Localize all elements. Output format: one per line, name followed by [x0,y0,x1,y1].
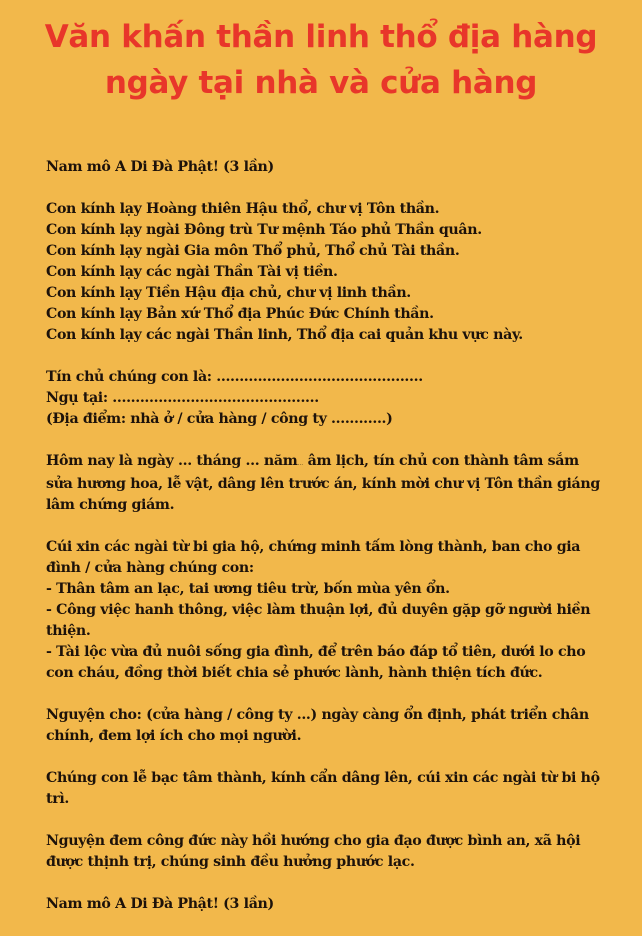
prayer-body [46,157,606,936]
document-title [0,14,642,106]
blessing-item: - Thân tâm an lạc, tai ương tiêu trừ, bốn mùa yên ổn. [46,581,450,597]
invocation-line: Con kính lạy Hoàng thiên Hậu thổ, chư vị Tôn thần. [46,201,440,217]
blessing-item: - Công việc hanh thông, việc làm thuận lợi, đủ duyên gặp gỡ người hiền thiện. [46,602,591,639]
date-paragraph [46,451,606,516]
identity-block [46,367,606,430]
blessings-block [46,537,606,684]
title-line-2: ngày tại nhà và cửa hàng [104,65,538,101]
title-line-1: Văn khấn thần linh thổ địa hàng [44,19,598,55]
devotee-name-line: Tín chủ chúng con là: ............................................. [46,369,423,385]
opening-chant: Nam mô A Di Đà Phật! (3 lần) [46,159,274,175]
closing-chant: Nam mô A Di Đà Phật! (3 lần) [46,896,274,912]
location-type-line: (Địa điểm: nhà ở / cửa hàng / công ty ............) [46,411,393,427]
watermark-text: ... [297,459,304,467]
dedication-paragraph: Nguyện đem công đức này hồi hướng cho gia đạo được bình an, xã hội được thịnh trị, chúng sinh đều hưởng phước lạc. [46,833,581,870]
date-text-rest: âm lịch, tín chủ con thành tâm sắm sửa hương hoa, lễ vật, dâng lên trước án, kính mời chư vị Tôn thần giáng lâm chứng giám. [46,453,600,513]
invocation-line: Con kính lạy ngài Gia môn Thổ phủ, Thổ chủ Tài thần. [46,243,460,259]
address-line: Ngụ tại: ............................................. [46,390,319,406]
invocation-line: Con kính lạy Bản xứ Thổ địa Phúc Đức Chính thần. [46,306,434,322]
invocation-line: Con kính lạy các ngài Thần Tài vị tiền. [46,264,338,280]
date-text: Hôm nay là ngày ... tháng ... năm [46,453,298,469]
wish-paragraph: Nguyện cho: (cửa hàng / công ty ...) ngày càng ổn định, phát triển chân chính, đem lợi ích cho mọi người. [46,707,589,744]
invocations [46,199,606,346]
blessing-item: - Tài lộc vừa đủ nuôi sống gia đình, để trên báo đáp tổ tiên, dưới lo cho con cháu, đồng thời biết chia sẻ phước lành, hành thiện tích đức. [46,644,586,681]
invocation-line: Con kính lạy Tiền Hậu địa chủ, chư vị linh thần. [46,285,411,301]
invocation-line: Con kính lạy các ngài Thần linh, Thổ địa cai quản khu vực này. [46,327,523,343]
invocation-line: Con kính lạy ngài Đông trù Tư mệnh Táo phủ Thần quân. [46,222,482,238]
offering-paragraph: Chúng con lễ bạc tâm thành, kính cẩn dâng lên, cúi xin các ngài từ bi hộ trì. [46,770,600,807]
blessing-intro: Cúi xin các ngài từ bi gia hộ, chứng minh tấm lòng thành, ban cho gia đình / cửa hàng chúng con: [46,539,581,576]
